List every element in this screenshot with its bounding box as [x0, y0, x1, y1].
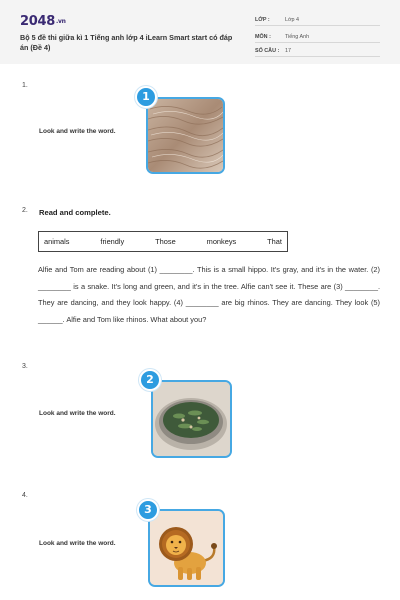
question-instruction: Look and write the word.	[39, 410, 116, 417]
word-bank	[38, 231, 288, 252]
question-title: Read and complete.	[39, 208, 111, 217]
soup-image	[151, 380, 232, 458]
fur-image	[146, 97, 225, 174]
lion-illustration	[150, 511, 223, 585]
word-bank-item: Those	[155, 237, 176, 246]
logo-number: 2048	[20, 14, 55, 29]
meta-row-subject	[255, 31, 380, 43]
question-instruction: Look and write the word.	[39, 540, 116, 547]
picture-number-badge: 1	[135, 86, 157, 108]
question-number: 2.	[22, 207, 28, 214]
question-number: 4.	[22, 492, 28, 499]
word-bank-item: friendly	[100, 237, 125, 246]
document-header	[0, 0, 400, 64]
lion-image	[148, 509, 225, 587]
picture-number-badge: 3	[137, 499, 159, 521]
meta-value: 17	[285, 48, 291, 54]
meta-row-count	[255, 45, 380, 57]
reading-passage: Alfie and Tom are reading about (1) ________. This is a small hippo. It's gray, and it's in the water. (2) ________ is a snake. It's long and green, and it's in the tree. Alfie can't see it. These are (3) ________. They are dancing, and they look happy. (4) ________ are big rhinos. They are dancing. They look (5) ______. Alfie and Tom like rhinos. What about you?	[38, 265, 380, 324]
logo-tld: .vn	[55, 18, 66, 25]
meta-row-grade	[255, 14, 380, 26]
meta-value: Tiếng Anh	[285, 34, 310, 40]
question-instruction: Look and write the word.	[39, 128, 116, 135]
soup-bowl-illustration	[153, 382, 230, 456]
word-bank-item: That	[267, 237, 282, 246]
word-bank-item: monkeys	[206, 237, 237, 246]
meta-label: MÔN :	[255, 34, 271, 40]
question-number: 1.	[22, 82, 28, 89]
word-bank-item: animals	[44, 237, 70, 246]
question-number: 3.	[22, 363, 28, 370]
site-logo[interactable]	[20, 14, 66, 29]
picture-number-badge: 2	[139, 369, 161, 391]
meta-label: SỐ CÂU :	[255, 48, 280, 54]
meta-label: LỚP :	[255, 17, 270, 23]
document-title: Bộ 5 đề thi giữa kì 1 Tiếng anh lớp 4 iLearn Smart start có đáp án (Đề 4)	[20, 33, 233, 52]
meta-value: Lớp 4	[285, 17, 300, 23]
fur-texture-illustration	[148, 99, 223, 172]
